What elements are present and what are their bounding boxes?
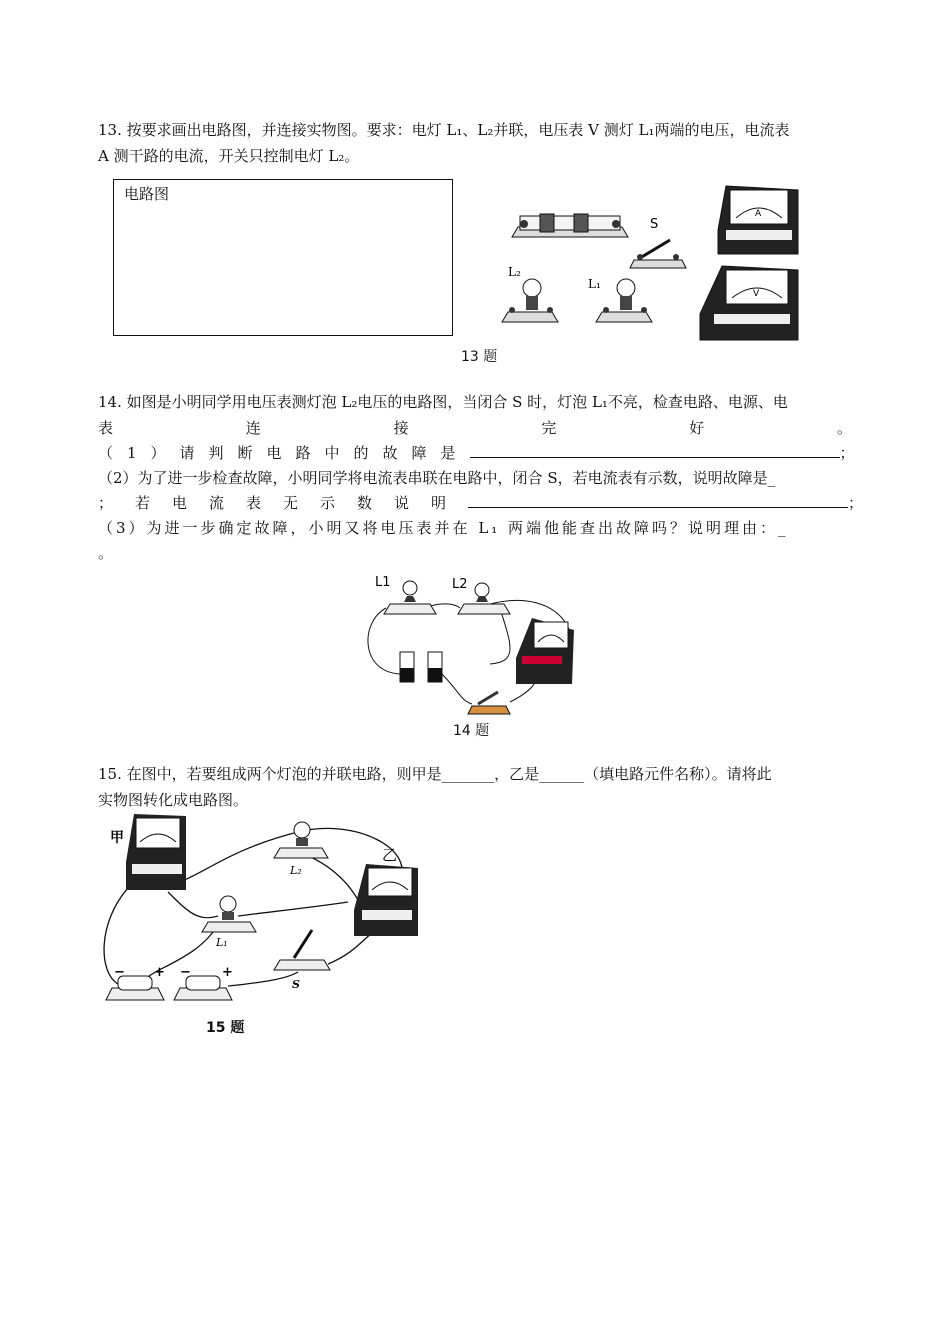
q14-subq2b-end: ； — [848, 494, 864, 512]
yi-label: 乙 — [382, 846, 398, 864]
q13-caption: 13 题 — [461, 349, 498, 365]
battery1-plus: + — [154, 965, 165, 980]
q15-text-line1: 15. 在图中，若要组成两个灯泡的并联电路，则甲是_______，乙是______（填电路元件名称）。请将此 — [98, 765, 772, 783]
battery-icon — [400, 652, 442, 682]
q14-text-line1: 14. 如图是小明同学用电压表测灯泡 L₂电压的电路图，当闭合 S 时，灯泡 L₁不亮，检查电路、电源、电 — [98, 393, 788, 411]
q14-answer-blank-1[interactable] — [470, 441, 840, 458]
meter-jia-icon — [126, 814, 186, 890]
ammeter-icon — [718, 186, 798, 254]
q14-subq2: （2）为了进一步检查故障，小明同学将电流表串联在电路中，闭合 S，若电流表有示数，说明故障是_ — [98, 469, 776, 487]
q14-subq3-end: 。 — [98, 544, 114, 562]
q15-circuit-figure — [98, 812, 438, 1012]
q14-subq1-text: （1）请判断电路中的故障是 — [98, 444, 470, 462]
q14-subq3: （3）为进一步确定故障，小明又将电压表并在 L₁ 两端他能查出故障吗？说明理由：_ — [98, 519, 789, 537]
battery1-minus: − — [114, 965, 125, 980]
circuit-diagram-box — [113, 179, 453, 336]
circuit-diagram-label: 电路图 — [124, 185, 170, 203]
switch-icon — [630, 240, 686, 268]
lamp-l2-icon — [502, 279, 558, 322]
lamp-l1-label: L₁ — [588, 277, 601, 291]
lamp-l2-label: L₂ — [508, 265, 521, 279]
q13-text-line2: A 测干路的电流，开关只控制电灯 L₂。 — [98, 147, 360, 165]
jia-label: 甲 — [110, 830, 124, 846]
battery2-minus: − — [180, 965, 191, 980]
lamp-l2-icon — [274, 822, 328, 858]
q14-text-line2: 表连接完好。 — [98, 419, 852, 437]
q15-l1-label: L₁ — [216, 936, 228, 949]
q14-caption: 14 题 — [453, 723, 490, 739]
q15-caption: 15 题 — [206, 1020, 245, 1036]
switch-label: S — [650, 217, 659, 232]
switch-icon — [274, 930, 330, 970]
q14-subq2b — [98, 491, 864, 515]
q14-subq1 — [98, 441, 855, 465]
q13-text-line1: 13. 按要求画出电路图，并连接实物图。要求：电灯 L₁、L₂并联，电压表 V 测灯 L₁两端的电压，电流表 — [98, 121, 790, 139]
meter-yi-icon — [354, 864, 418, 936]
q15-s-label: S — [292, 978, 300, 991]
q13-components-figure — [500, 180, 810, 350]
svg-text:V: V — [753, 289, 760, 299]
q14-circuit-figure — [360, 572, 600, 722]
q14-l2-label: L2 — [452, 577, 468, 592]
q14-subq1-end: ； — [839, 444, 855, 462]
q14-subq2b-text: ；若电流表无示数说明 — [98, 494, 469, 512]
q15-l2-label: L₂ — [290, 864, 302, 877]
lamp-l1-icon — [596, 279, 652, 322]
lamp-l1-icon — [202, 896, 256, 932]
switch-icon — [468, 692, 510, 714]
battery2-plus: + — [222, 965, 233, 980]
svg-text:A: A — [755, 209, 762, 219]
battery-holder-icon — [512, 214, 628, 237]
voltmeter-icon — [700, 266, 798, 340]
q14-answer-blank-2[interactable] — [468, 491, 848, 508]
q14-l1-label: L1 — [375, 575, 391, 590]
voltmeter-icon — [516, 618, 574, 684]
q15-text-line2: 实物图转化成电路图。 — [98, 791, 249, 809]
lamp-l1-icon — [384, 581, 436, 614]
